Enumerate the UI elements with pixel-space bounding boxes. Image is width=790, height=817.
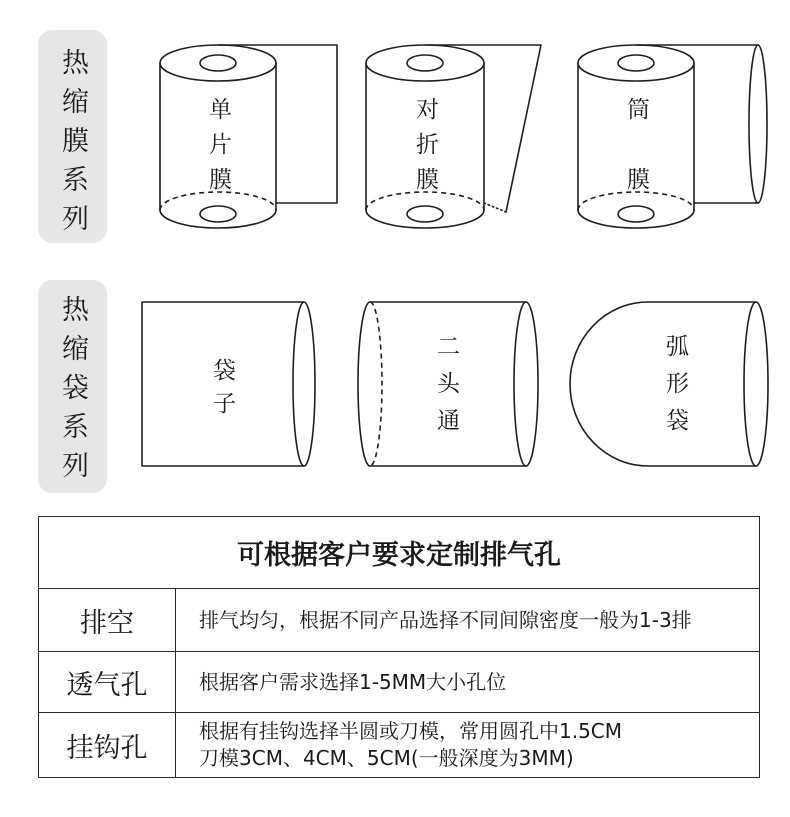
vent-row-name: 透气孔	[39, 652, 176, 712]
arc-end	[570, 302, 648, 466]
bag-series-title: 热缩袋系列	[57, 295, 88, 490]
film-series-title: 热缩膜系列	[57, 48, 88, 243]
folded-film-label: 对折膜	[412, 97, 438, 202]
roll-top-rim	[578, 45, 694, 81]
description-line: 根据有挂钩选择半圆或刀模，常用圆孔中1.5CM	[199, 719, 623, 743]
vent-hole-table	[38, 516, 760, 778]
film-fold-edge	[484, 203, 506, 212]
roll-core-hole-bottom	[407, 206, 443, 222]
vent-row-breathing-hole	[39, 652, 759, 713]
bag-series-label-box	[38, 280, 107, 493]
description-line: 刀模3CM、4CM、5CM(一般深度为3MM)	[199, 746, 574, 770]
roll-core-hole-top	[407, 55, 443, 71]
roll-top-rim	[160, 45, 276, 81]
vent-row-exhaust	[39, 589, 759, 652]
film-sheet	[425, 45, 541, 212]
vent-table-title: 可根据客户要求定制排气孔	[39, 517, 759, 589]
roll-core-hole-bottom	[200, 206, 236, 222]
folded-film-roll	[366, 45, 541, 228]
open-both-ends-bag-label: 二头通	[433, 334, 459, 445]
description-line: 排气均匀，根据不同产品选择不同间隙密度一般为1-3排	[199, 607, 692, 632]
vent-row-description	[176, 713, 759, 777]
flat-bag-label: 袋子	[209, 358, 235, 424]
film-series-label-box	[38, 30, 107, 243]
roll-bottom-rim-front	[160, 210, 276, 228]
left-opening-front	[358, 302, 370, 466]
tube-film-open-end	[749, 45, 767, 203]
film-sheet	[636, 45, 758, 203]
single-sheet-film-roll	[160, 45, 337, 228]
roll-core-hole-top	[618, 55, 654, 71]
description-line: 根据客户需求选择1-5MM大小孔位	[199, 669, 507, 694]
vent-row-name: 挂钩孔	[39, 713, 176, 777]
tube-film-label: 筒膜	[623, 97, 649, 237]
bag-opening	[293, 302, 315, 466]
vent-row-description	[176, 589, 759, 651]
arc-bag-label: 弧形袋	[662, 334, 688, 445]
roll-core-hole-top	[200, 55, 236, 71]
roll-bottom-rim-front	[366, 210, 484, 228]
tube-film-roll	[578, 45, 767, 228]
roll-top-rim	[366, 45, 484, 81]
bag-opening	[744, 302, 768, 466]
single-sheet-film-label: 单片膜	[205, 97, 231, 202]
vent-row-name: 排空	[39, 589, 176, 651]
film-sheet	[218, 45, 337, 203]
vent-row-description	[176, 652, 759, 712]
left-opening-back	[370, 302, 382, 466]
right-opening	[514, 302, 538, 466]
vent-row-hook-hole	[39, 713, 759, 777]
